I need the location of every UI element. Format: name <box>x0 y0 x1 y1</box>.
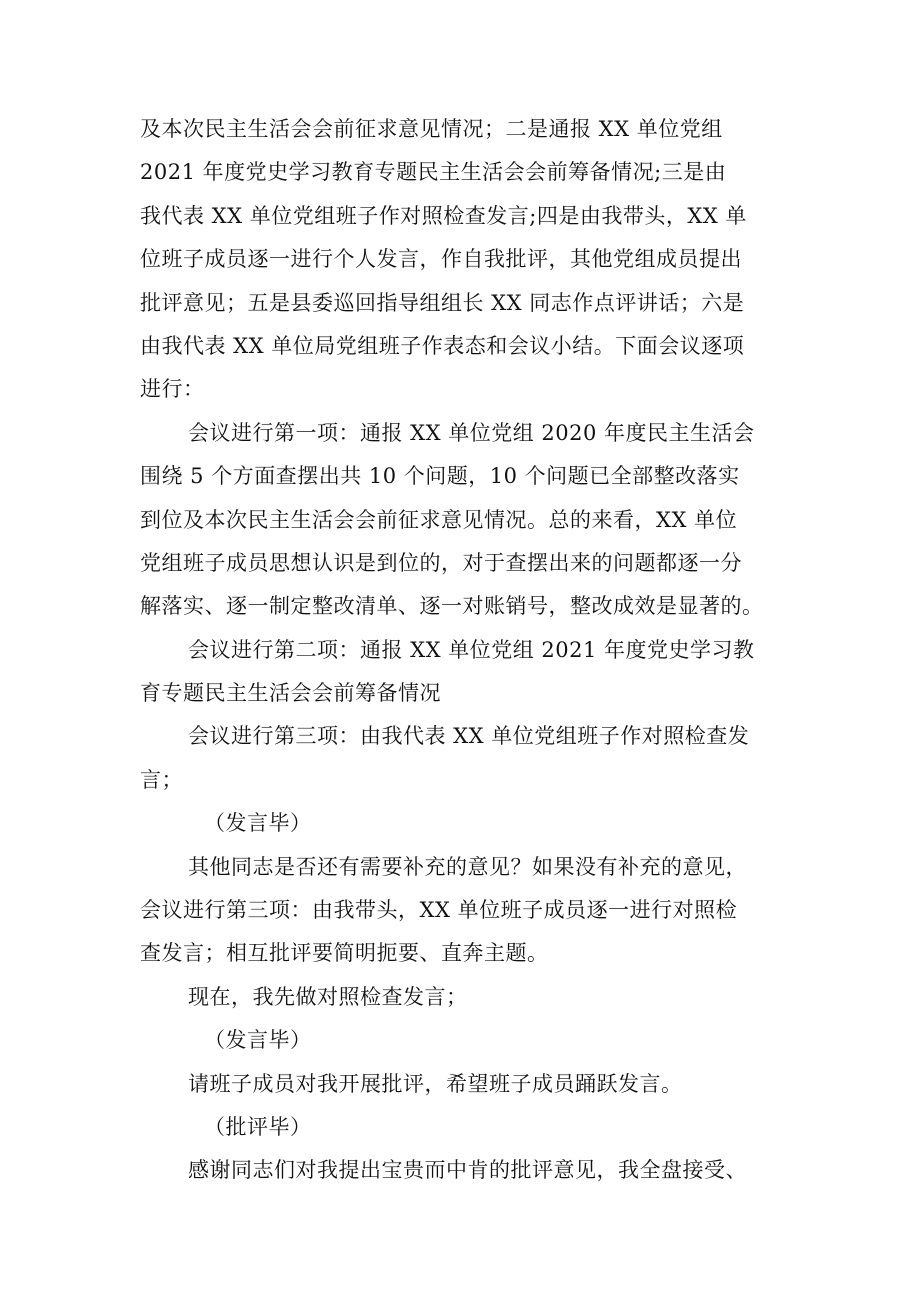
text-line: 会议进行第三项：由我带头，XX 单位班子成员逐一进行对照检 <box>140 898 738 923</box>
text-line: 查发言；相互批评要简明扼要、直奔主题。 <box>140 941 549 966</box>
text-line: 进行： <box>140 377 205 402</box>
text-line: 由我代表 XX 单位局党组班子作表态和会议小结。下面会议逐项 <box>140 333 745 358</box>
text-line: 育专题民主生活会会前筹备情况 <box>140 681 441 706</box>
paragraph-start-line: 其他同志是否还有需要补充的意见？如果没有补充的意见， <box>188 854 747 879</box>
paragraph-start-line: 感谢同志们对我提出宝贵而中肯的批评意见，我全盘接受、 <box>188 1158 747 1183</box>
text-line: 位班子成员逐一进行个人发言，作自我批评，其他党组成员提出 <box>140 247 742 272</box>
text-line: 及本次民主生活会会前征求意见情况；二是通报 XX 单位党组 <box>140 117 723 141</box>
paragraph-start-line: 请班子成员对我开展批评，希望班子成员踊跃发言。 <box>188 1071 683 1096</box>
stage-note-line: （批评毕） <box>204 1114 312 1139</box>
text-line: 言； <box>140 767 183 792</box>
text-line: 围绕 5 个方面查摆出共 10 个问题，10 个问题已全部整改落实 <box>140 464 740 489</box>
paragraph-start-line: 会议进行第一项：通报 XX 单位党组 2020 年度民主生活会 <box>188 420 755 445</box>
text-line: 2021 年度党史学习教育专题民主生活会会前筹备情况;三是由 <box>140 160 727 185</box>
stage-note-line: （发言毕） <box>204 1028 312 1053</box>
text-line: 批评意见；五是县委巡回指导组组长 XX 同志作点评讲话；六是 <box>140 290 745 315</box>
paragraph-start-line: 现在，我先做对照检查发言； <box>188 984 468 1009</box>
text-line: 到位及本次民主生活会会前征求意见情况。总的来看，XX 单位 <box>140 507 738 532</box>
stage-note-line: （发言毕） <box>204 811 312 836</box>
text-line: 我代表 XX 单位党组班子作对照检查发言;四是由我带头，XX 单 <box>140 203 747 228</box>
paragraph-start-line: 会议进行第三项：由我代表 XX 单位党组班子作对照检查发 <box>188 724 750 749</box>
text-line: 解落实、逐一制定整改清单、逐一对账销号，整改成效是显著的。 <box>140 594 764 619</box>
text-line: 党组班子成员思想认识是到位的，对于查摆出来的问题都逐一分 <box>140 550 742 575</box>
document-body <box>140 108 785 1193</box>
paragraph-start-line: 会议进行第二项：通报 XX 单位党组 2021 年度党史学习教 <box>188 637 755 662</box>
